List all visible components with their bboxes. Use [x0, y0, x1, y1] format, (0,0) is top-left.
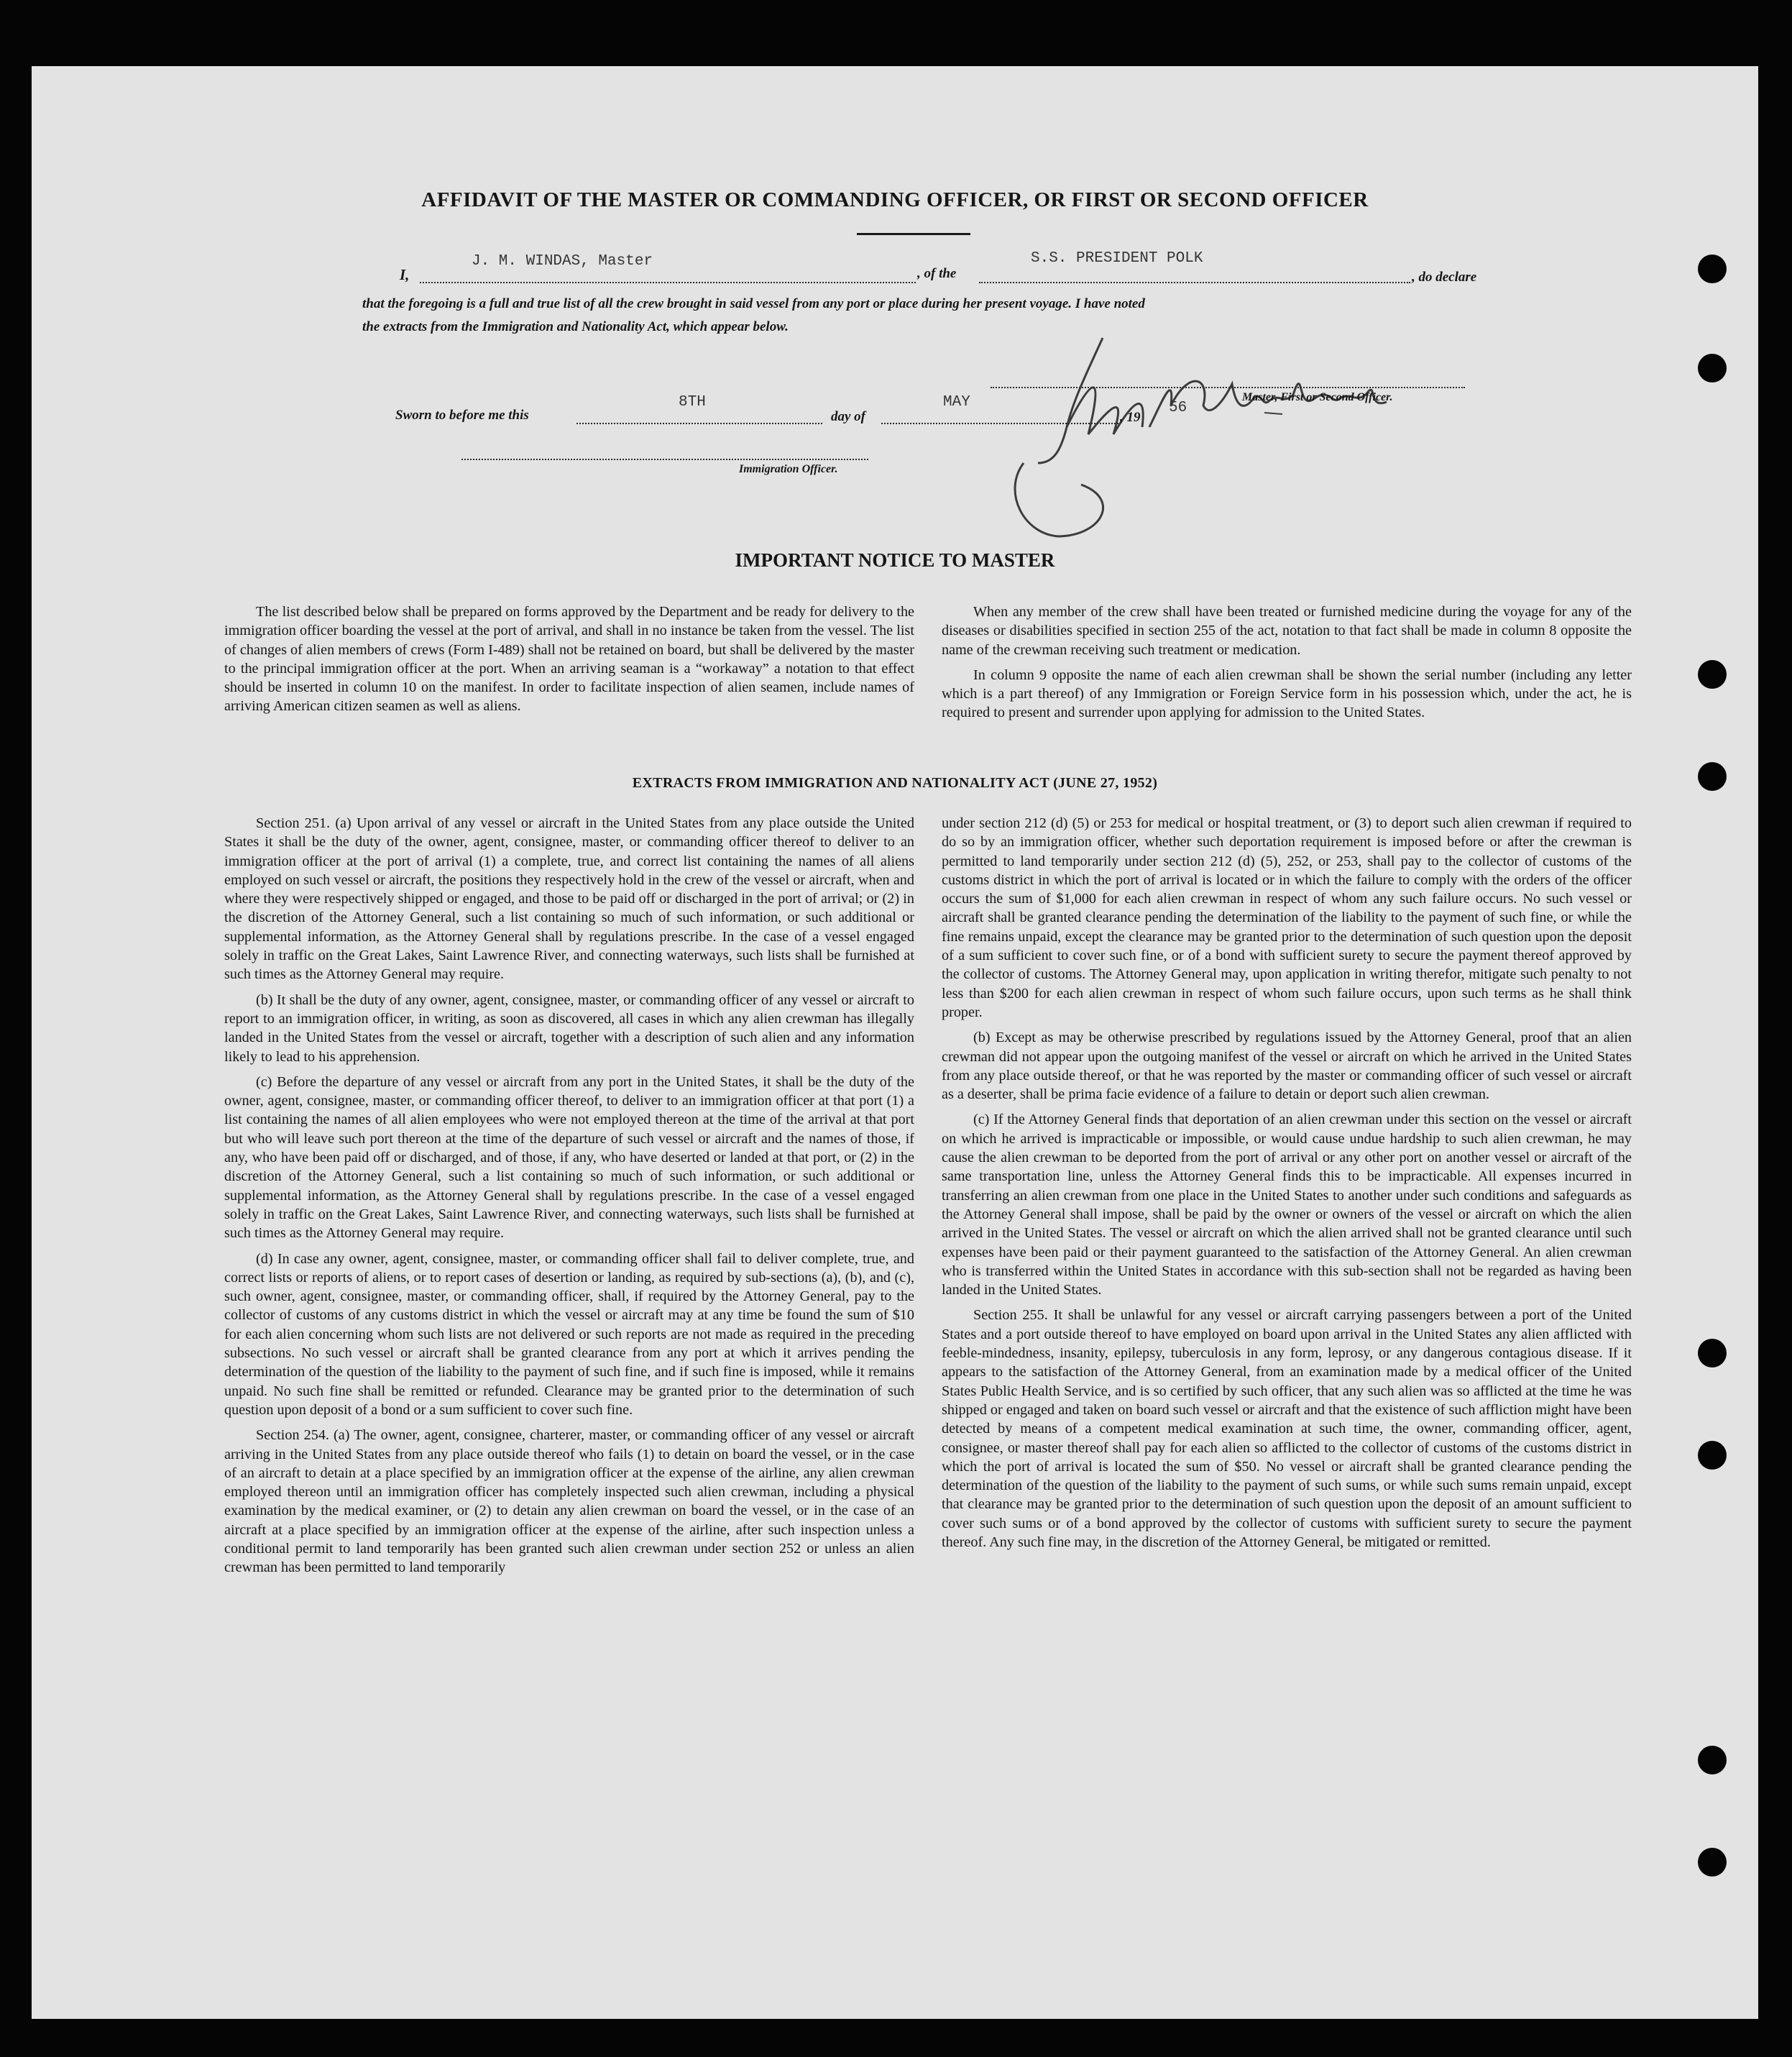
sworn-month-line: [881, 423, 1118, 424]
notice-right-paragraph-1: When any member of the crew shall have been treated or furnished medicine during the voyage for any of the diseases or disabilities specified in section 255 of the act, notation to that fact shall be made in column 8 opposite the name of the crewman receiving such treatment or medication.: [942, 604, 1632, 658]
extracts-right-column: [942, 814, 1632, 1558]
binder-hole: [1698, 660, 1727, 689]
sworn-day-field: 8TH: [679, 394, 706, 411]
binder-hole: [1698, 1746, 1727, 1774]
day-of-label: day of: [831, 409, 866, 424]
section-254-a-continued: under section 212 (d) (5) or 253 for medical or hospital treatment, or (3) to deport such alien crewman if required to do so by an immigration officer, whether such deportation requirement is imposed before or after the crewman is permitted to land temporarily under section 212 (d) (5), 252, or 253, shall pay to the collector of customs of the customs district in which the port of arrival is located or in which the failure to comply with the orders of the officer occurs the sum of $1,000 for each alien crewman in respect of whom any such failure occurs. No such vessel or aircraft shall be granted clearance pending the determination of the liability to the payment of such fine, or while the fine remains unpaid, except the clearance may be granted prior to the determination of such question upon the deposit of a sum sufficient to cover such fine, or of a bond with sufficient surety to secure the payment thereof approved by the collector of customs. The Attorney General may, upon application in writing therefor, mitigate such penalty to not less than $200 for each alien crewman in respect of whom such failure occurs, upon such terms as he shall think proper.: [942, 815, 1632, 1020]
notice-left-column: [224, 603, 914, 723]
notice-title: IMPORTANT NOTICE TO MASTER: [735, 549, 1055, 571]
section-251-a: Section 251. (a) Upon arrival of any vessel or aircraft in the United States from any place outside the United States it shall be the duty of the owner, agent, consignee, master, or commanding officer thereof to deliver to an immigration officer at the port of arrival (1) a complete, true, and correct list containing the names of all aliens employed on such vessel or aircraft, the positions they respectively hold in the crew of the vessel or aircraft, when and where they were respectively shipped or engaged, and those to be paid off or discharged in the port of arrival; or (2) in the discretion of the Attorney General, such a list containing so much of such information, or such additional or supplemental information, as the Attorney General shall by regulations prescribe. In the case of a vessel engaged solely in traffic on the Great Lakes, Saint Lawrence River, and connecting waterways, such lists shall be furnished at such times as the Attorney General may require.: [224, 815, 914, 983]
officer-caption: Immigration Officer.: [739, 463, 838, 475]
extracts-left-column: [224, 814, 914, 1584]
binder-hole: [1698, 1339, 1727, 1367]
section-254-b: (b) Except as may be otherwise prescribed by regulations issued by the Attorney General, proof that an alien crewman did not appear upon the outgoing manifest of the vessel or aircraft on which he arrived in the United States from any place outside thereof, or that he was reported by the master or commanding officer of such vessel or aircraft as a deserter, shall be prima facie evidence of a failure to detain or deport such alien crewman.: [942, 1030, 1632, 1103]
section-251-c: (c) Before the departure of any vessel or aircraft from any port in the United States, it shall be the duty of the owner, agent, consignee, master, or commanding officer thereof, to deliver to an immigration officer at that port (1) a list containing the names of all alien employees who were not employed thereon at the time of the arrival at that port but who will leave such port thereon at the time of the departure of such vessel or aircraft and the names of those, if any, who have been paid off or discharged, and of those, if any, who have deserted or landed at that port, or (2) in the discretion of the Attorney General, such a list containing so much of such information, or such additional or supplemental information, as the Attorney General shall by regulations prescribe. In the case of a vessel engaged solely in traffic on the Great Lakes, Saint Lawrence River, and connecting waterways, such lists shall be furnished at such times as the Attorney General may require.: [224, 1073, 914, 1242]
sworn-label: Sworn to before me this: [395, 408, 529, 423]
signer-caption: Master, First or Second Officer.: [1242, 391, 1393, 403]
binder-hole: [1698, 1441, 1727, 1470]
sworn-day-line: [576, 423, 822, 424]
section-251-b: (b) It shall be the duty of any owner, agent, consignee, master, or commanding officer of any vessel or aircraft to report to an immigration officer, in writing, as soon as discovered, all cases in which any alien crewman has illegally landed in the United States from the vessel or aircraft, together with a description of such alien and any information likely to lead to his apprehension.: [224, 991, 914, 1065]
section-251-d: (d) In case any owner, agent, consignee, master, or commanding officer shall fail to deliver complete, true, and correct lists or reports of aliens, or to report cases of desertion or landing, as required by sub-sections (a), (b), and (c), such owner, agent, consignee, master, or commanding officer, shall, if required by the Attorney General, pay to the collector of customs of any customs district in which the vessel or aircraft may at any time be found the sum of $10 for each alien concerning whom such lists are not delivered or such reports are not made as required in the preceding subsections. No such vessel or aircraft shall be granted clearance from any port at which it arrives pending the determination of the question of the liability to the payment of such fine, and if such fine is imposed, while it remains unpaid. No such fine shall be remitted or refunded. Clearance may be granted prior to the determination of such question upon deposit of a bond or a sum sufficient to cover such fine.: [224, 1250, 914, 1418]
section-255: Section 255. It shall be unlawful for any vessel or aircraft carrying passengers between a port of the United States and a port outside thereof to have employed on board upon arrival in the United States any alien afflicted with feeble-mindedness, insanity, epilepsy, tuberculosis in any form, leprosy, or any dangerous contagious disease. If it appears to the satisfaction of the Attorney General, from an examination made by a medical officer of the United States Public Health Service, and is so certified by such officer, that any such alien was so afflicted at the time he was shipped or engaged and taken on board such vessel or aircraft and that the existence of such affliction might have been detected by means of a competent medical examination at such time, the owner, commanding officer, agent, consignee, or master thereof shall pay for each alien so afflicted to the collector of customs of the customs district in which the port of arrival is located the sum of $50. No vessel or aircraft shall be granted clearance pending the determination of the question of the liability to the payment of such sums, or while such sums remain unpaid, except that clearance may be granted prior to the determination of such question upon the deposit of an amount sufficient to cover such sums or of a bond approved by the collector of customs with sufficient surety to secure the payment thereof. Any such fine may, in the discretion of the Attorney General, be mitigated or remitted.: [942, 1307, 1632, 1550]
binder-hole: [1698, 354, 1727, 382]
affidavit-title: AFFIDAVIT OF THE MASTER OR COMMANDING OFFICER, OR FIRST OR SECOND OFFICER: [421, 188, 1369, 211]
notice-right-column: [942, 603, 1632, 729]
year-field: 56: [1169, 400, 1187, 416]
extracts-title: EXTRACTS FROM IMMIGRATION AND NATIONALITY ACT (JUNE 27, 1952): [632, 775, 1158, 791]
of-the-label: , of the: [917, 266, 957, 281]
binder-hole: [1698, 1848, 1727, 1877]
section-254-a: Section 254. (a) The owner, agent, consignee, charterer, master, or commanding officer of any vessel or aircraft arriving in the United States from any place outside thereof who fails (1) to detain on board the vessel, or in the case of an aircraft to detain at a place specified by an immigration officer at the expense of the airline, any alien crewman employed thereon until an immigration officer has completely inspected such alien crewman, including a physical examination by the medical examiner, or (2) to detain any alien crewman on board the vessel, or in the case of an aircraft at a place specified by an immigration officer at the expense of the airline, after such inspection unless a conditional permit to land temporarily has been granted such alien crewman under section 252 or unless an alien crewman has been permitted to land temporarily: [224, 1427, 914, 1576]
declaration-line-1: that the foregoing is a full and true list of all the crew brought in said vessel from any port or place during her present voyage. I have noted: [362, 296, 1145, 311]
do-declare-label: , do declare: [1412, 270, 1477, 285]
master-name-field: J. M. WINDAS, Master: [472, 253, 653, 270]
declaration-line-2: the extracts from the Immigration and Nationality Act, which appear below.: [362, 319, 789, 334]
year-prefix: , 19: [1120, 410, 1141, 425]
immigration-officer-line: [461, 459, 868, 460]
master-signature: [995, 319, 1498, 549]
master-name-line: [420, 282, 916, 283]
section-254-c: (c) If the Attorney General finds that deportation of an alien crewman under this section on the vessel or aircraft on which he arrived is impracticable or impossible, or would cause undue hardship to such alien crewman, he may cause the alien crewman to be deported from the port of arrival or any other port on another vessel or aircraft of the same transportation line, unless the Attorney General finds this to be impracticable. All expenses incurred in transferring an alien crewman from one place in the United States to another under such conditions and safeguards as the Attorney General shall impose, shall be paid by the owner or owners of the vessel or aircraft on which the alien arrived in the United States. The vessel or aircraft on which the alien arrived shall not be granted clearance until such expenses have been paid or their payment guaranteed to the satisfaction of the Attorney General. An alien crewman who is transferred within the United States in accordance with this sub-section shall not be regarded as having been landed in the United States.: [942, 1112, 1632, 1298]
title-divider: [857, 233, 970, 235]
sworn-month-field: MAY: [943, 394, 970, 411]
notice-right-paragraph-2: In column 9 opposite the name of each alien crewman shall be shown the serial number (including any letter which is a part thereof) of any Immigration or Foreign Service form in his possession which, under the act, he is required to present and surrender upon applying for admission to the United States.: [942, 666, 1632, 721]
vessel-name-line: [979, 282, 1410, 283]
notice-left-paragraph: The list described below shall be prepared on forms approved by the Department and be ready for delivery to the immigration officer boarding the vessel at the port of arrival, and shall in no instance be taken from the vessel. The list of changes of alien members of crews (Form I-489) shall not be retained on board, but shall be delivered by the master to the principal immigration officer at the port. When an arriving seaman is a “workaway” a notation to that effect should be inserted in column 10 on the manifest. In order to facilitate inspection of alien seamen, include names of arriving American citizen seamen as well as aliens.: [224, 604, 914, 715]
vessel-name-field: S.S. PRESIDENT POLK: [1031, 250, 1203, 267]
signature-line: [991, 387, 1465, 388]
binder-hole: [1698, 255, 1727, 283]
document-page: [32, 66, 1758, 2019]
i-label: I,: [400, 266, 410, 283]
